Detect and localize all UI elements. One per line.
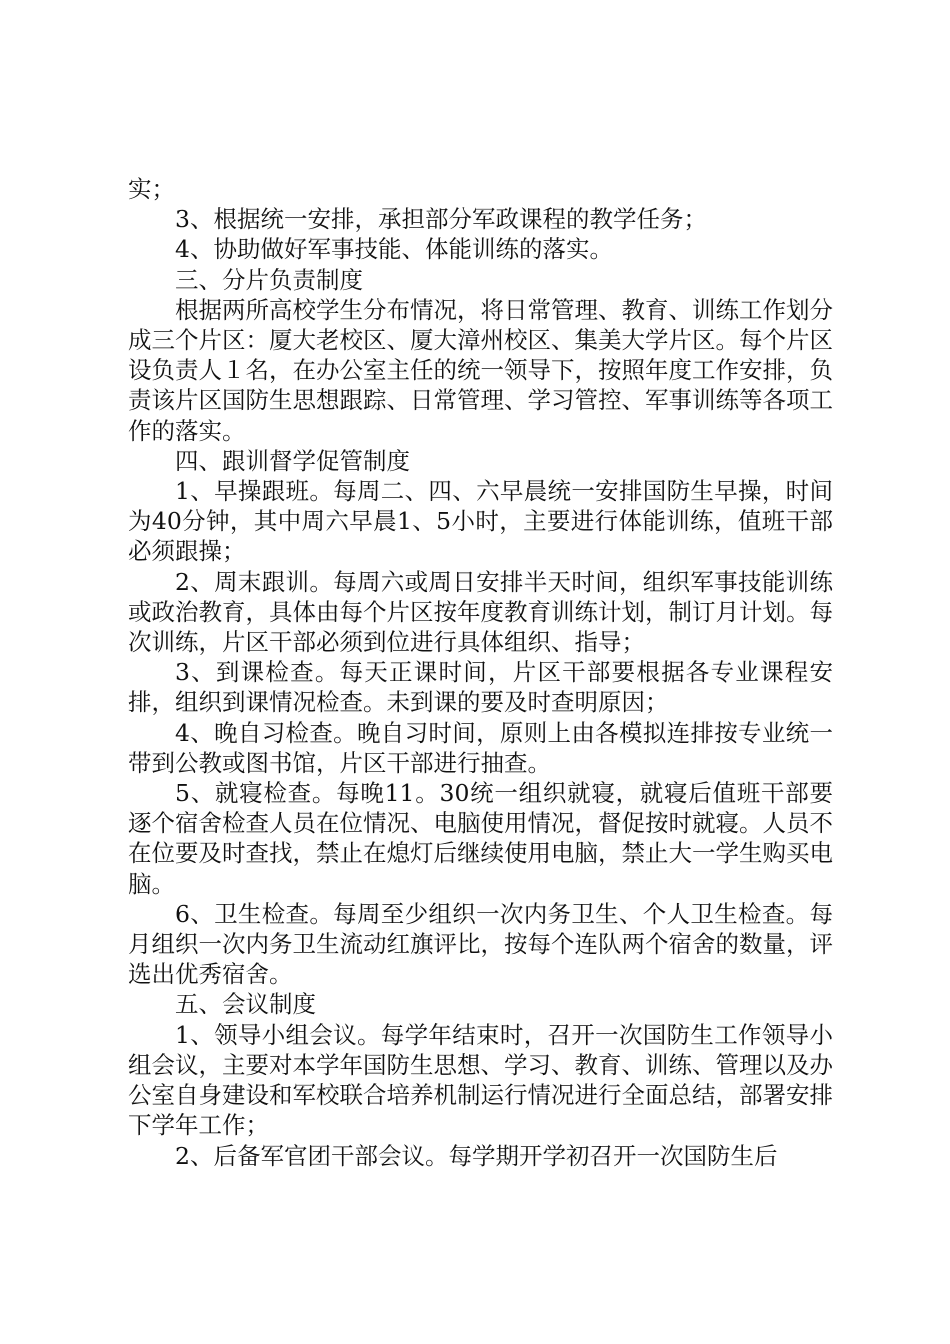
paragraph-item-4: 4、协助做好军事技能、体能训练的落实。 [175,235,613,264]
paragraph-bedtime-check: 5、就寝检查。每晚11。30统一组织就寝，就寝后值班干部要逐个宿舍检查人员在位情况、电脑使用情况，督促按时就寝。人员不在位要及时查找，禁止在熄灯后继续使用电脑，禁止大一学生购买电脑。 [128,779,833,898]
paragraph-item-3: 3、根据统一安排，承担部分军政课程的教学任务； [175,205,707,234]
paragraph-evening-study: 4、晚自习检查。晚自习时间，原则上由各模拟连排按专业统一带到公教或图书馆，片区干部进行抽查。 [128,718,833,777]
document-page [128,174,833,1171]
paragraph-hygiene-check: 6、卫生检查。每周至少组织一次内务卫生、个人卫生检查。每月组织一次内务卫生流动红旗评比，按每个连队两个宿舍的数量，评选出优秀宿舍。 [128,899,833,989]
paragraph-leadership-meeting: 1、领导小组会议。每学年结束时，召开一次国防生工作领导小组会议，主要对本学年国防生思想、学习、教育、训练、管理以及办公室自身建设和军校联合培养机制运行情况进行全面总结，部署安排下学年工作； [128,1020,833,1140]
paragraph-cadre-meeting: 2、后备军官团干部会议。每学期开学初召开一次国防生后 [175,1141,778,1170]
paragraph-continuation: 实； [128,175,175,203]
section-heading-3: 三、分片负责制度 [175,265,363,294]
section-heading-5: 五、会议制度 [175,990,316,1019]
paragraph-class-check: 3、到课检查。每天正课时间，片区干部要根据各专业课程安排，组织到课情况检查。未到课的要及时查明原因； [128,658,833,717]
paragraph-weekend-training: 2、周末跟训。每周六或周日安排半天时间，组织军事技能训练或政治教育，具体由每个片区按年度教育训练计划，制订月计划。每次训练，片区干部必须到位进行具体组织、指导； [128,567,833,657]
section-heading-4: 四、跟训督学促管制度 [175,446,410,475]
paragraph-district-body: 根据两所高校学生分布情况，将日常管理、教育、训练工作划分成三个片区：厦大老校区、厦大漳州校区、集美大学片区。每个片区设负责人１名，在办公室主任的统一领导下，按照年度工作安排，负责该片区国防生思想跟踪、日常管理、学习管控、军事训练等各项工作的落实。 [128,295,833,445]
paragraph-morning-drill: 1、早操跟班。每周二、四、六早晨统一安排国防生早操，时间为40分钟，其中周六早晨1、5小时，主要进行体能训练，值班干部必须跟操； [128,477,833,566]
